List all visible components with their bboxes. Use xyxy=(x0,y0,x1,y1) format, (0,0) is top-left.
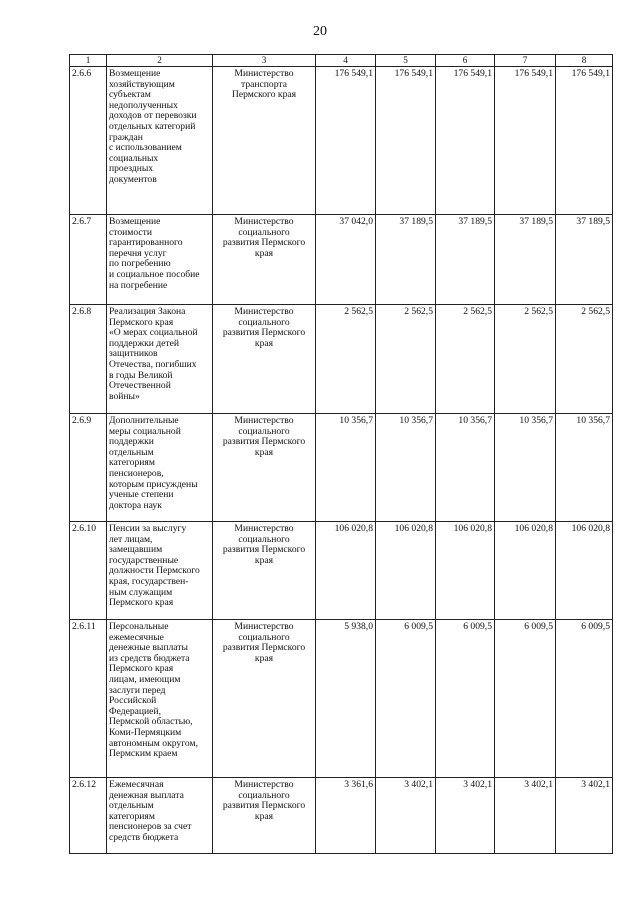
row-value: 2 562,5 xyxy=(316,305,376,414)
row-value: 6 009,5 xyxy=(436,620,495,778)
row-value: 6 009,5 xyxy=(495,620,556,778)
budget-table xyxy=(69,54,613,854)
row-code: 2.6.9 xyxy=(70,414,107,522)
row-value: 5 938,0 xyxy=(316,620,376,778)
row-code: 2.6.12 xyxy=(70,778,107,854)
column-header: 5 xyxy=(376,55,436,67)
column-header: 4 xyxy=(316,55,376,67)
row-value: 3 402,1 xyxy=(495,778,556,854)
row-executor: Министерство социального развития Пермского края xyxy=(213,522,316,620)
row-executor: Министерство социального развития Пермского края xyxy=(213,414,316,522)
row-value: 2 562,5 xyxy=(556,305,613,414)
row-name: Возмещение хозяйствующим субъектам недополученных доходов от перевозки отдельных категорий граждан с использованием социальных проездных документов xyxy=(107,67,213,215)
row-executor: Министерство транспорта Пермского края xyxy=(213,67,316,215)
row-name: Дополнительные меры социальной поддержки отдельным категориям пенсионеров, которым присуждены ученые степени доктора наук xyxy=(107,414,213,522)
row-value: 10 356,7 xyxy=(556,414,613,522)
row-name: Реализация Закона Пермского края «О мерах социальной поддержки детей защитников Отечества, погибших в годы Великой Отечественной войны» xyxy=(107,305,213,414)
row-value: 3 402,1 xyxy=(376,778,436,854)
column-header: 3 xyxy=(213,55,316,67)
row-value: 3 361,6 xyxy=(316,778,376,854)
row-value: 106 020,8 xyxy=(495,522,556,620)
row-code: 2.6.11 xyxy=(70,620,107,778)
row-value: 37 189,5 xyxy=(495,215,556,305)
row-value: 3 402,1 xyxy=(556,778,613,854)
table-row xyxy=(70,414,613,522)
row-value: 106 020,8 xyxy=(556,522,613,620)
row-name: Персональные ежемесячные денежные выплаты из средств бюджета Пермского края лицам, имеющим заслуги перед Российской Федерацией, Пермской областью, Коми-Пермяцким автономным округом, Пермским краем xyxy=(107,620,213,778)
table-row xyxy=(70,620,613,778)
row-value: 37 042,0 xyxy=(316,215,376,305)
table-row xyxy=(70,778,613,854)
row-code: 2.6.6 xyxy=(70,67,107,215)
table-row xyxy=(70,67,613,215)
row-executor: Министерство социального развития Пермского края xyxy=(213,778,316,854)
row-value: 6 009,5 xyxy=(556,620,613,778)
row-name: Пенсии за выслугу лет лицам, замещавшим государственные должности Пермского края, государствен- ным служащим Пермского края xyxy=(107,522,213,620)
column-header: 7 xyxy=(495,55,556,67)
row-value: 37 189,5 xyxy=(376,215,436,305)
row-value: 176 549,1 xyxy=(316,67,376,215)
row-code: 2.6.7 xyxy=(70,215,107,305)
row-executor: Министерство социального развития Пермского края xyxy=(213,305,316,414)
row-value: 2 562,5 xyxy=(436,305,495,414)
row-value: 176 549,1 xyxy=(376,67,436,215)
row-value: 10 356,7 xyxy=(376,414,436,522)
column-header: 8 xyxy=(556,55,613,67)
row-executor: Министерство социального развития Пермского края xyxy=(213,215,316,305)
row-value: 2 562,5 xyxy=(376,305,436,414)
row-value: 10 356,7 xyxy=(495,414,556,522)
table-row xyxy=(70,305,613,414)
row-value: 37 189,5 xyxy=(436,215,495,305)
row-name: Возмещение стоимости гарантированного перечня услуг по погребению и социальное пособие на погребение xyxy=(107,215,213,305)
row-name: Ежемесячная денежная выплата отдельным категориям пенсионеров за счет средств бюджета xyxy=(107,778,213,854)
row-value: 3 402,1 xyxy=(436,778,495,854)
page-number: 20 xyxy=(313,24,327,39)
row-value: 106 020,8 xyxy=(316,522,376,620)
row-value: 106 020,8 xyxy=(376,522,436,620)
column-header: 6 xyxy=(436,55,495,67)
row-value: 2 562,5 xyxy=(495,305,556,414)
row-value: 10 356,7 xyxy=(316,414,376,522)
table-row xyxy=(70,215,613,305)
row-value: 176 549,1 xyxy=(495,67,556,215)
column-header: 2 xyxy=(107,55,213,67)
column-header: 1 xyxy=(70,55,107,67)
table-row xyxy=(70,522,613,620)
row-value: 106 020,8 xyxy=(436,522,495,620)
row-value: 37 189,5 xyxy=(556,215,613,305)
row-code: 2.6.10 xyxy=(70,522,107,620)
header-row xyxy=(70,55,613,67)
row-executor: Министерство социального развития Пермского края xyxy=(213,620,316,778)
row-value: 176 549,1 xyxy=(436,67,495,215)
row-value: 10 356,7 xyxy=(436,414,495,522)
row-code: 2.6.8 xyxy=(70,305,107,414)
row-value: 176 549,1 xyxy=(556,67,613,215)
row-value: 6 009,5 xyxy=(376,620,436,778)
